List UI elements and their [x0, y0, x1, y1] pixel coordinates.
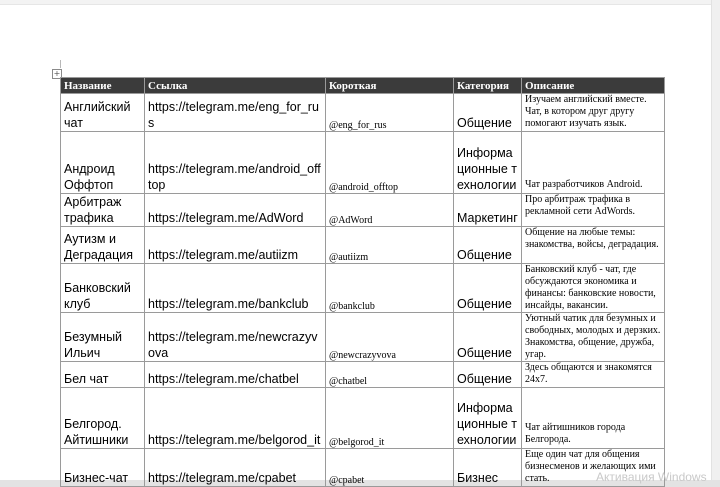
table-row [61, 313, 665, 362]
cell-category[interactable]: Информационные технологии [454, 388, 522, 449]
table-header-row [61, 78, 665, 94]
cell-description[interactable]: Здесь общаются и знакомятся 24x7. [522, 362, 665, 388]
cell-short[interactable]: @autiizm [326, 227, 454, 264]
cell-name[interactable]: Арбитраж трафика [61, 194, 145, 227]
table-row [61, 227, 665, 264]
table-row [61, 94, 665, 132]
cell-name[interactable]: Бизнес-чат [61, 449, 145, 487]
cell-link[interactable]: https://telegram.me/android_offtop [145, 132, 326, 194]
table-row [61, 362, 665, 388]
table-row [61, 194, 665, 227]
cell-category[interactable]: Общение [454, 313, 522, 362]
cell-link[interactable]: https://telegram.me/cpabet [145, 449, 326, 487]
table-row [61, 449, 665, 487]
cell-description[interactable]: Общение на любые темы: знакомства, войсы, деградация. [522, 227, 665, 264]
cell-description[interactable]: Банковский клуб - чат, где обсуждаются экономика и финансы: банковские новости, инсайды, вакансии. [522, 264, 665, 313]
cell-name[interactable]: Банковский клуб [61, 264, 145, 313]
cell-link[interactable]: https://telegram.me/chatbel [145, 362, 326, 388]
cell-category[interactable]: Бизнес [454, 449, 522, 487]
cell-name[interactable]: Андроид Оффтоп [61, 132, 145, 194]
header-name[interactable]: Название [61, 78, 145, 94]
windows-activation-watermark: Активация Windows [596, 470, 707, 484]
cell-link[interactable]: https://telegram.me/eng_for_rus [145, 94, 326, 132]
cell-link[interactable]: https://telegram.me/newcrazyvova [145, 313, 326, 362]
cell-description[interactable]: Чат разработчиков Android. [522, 132, 665, 194]
table-row [61, 388, 665, 449]
cell-short[interactable]: @AdWord [326, 194, 454, 227]
cell-description[interactable]: Про арбитраж трафика в рекламной сети AdWords. [522, 194, 665, 227]
table-row [61, 132, 665, 194]
cell-description[interactable]: Чат айтишников города Белгорода. [522, 388, 665, 449]
cell-category[interactable]: Общение [454, 362, 522, 388]
header-description[interactable]: Описание [522, 78, 665, 94]
cell-short[interactable]: @newcrazyvova [326, 313, 454, 362]
cell-link[interactable]: https://telegram.me/bankclub [145, 264, 326, 313]
cell-category[interactable]: Общение [454, 264, 522, 313]
cell-short[interactable]: @bankclub [326, 264, 454, 313]
cell-category[interactable]: Информационные технологии [454, 132, 522, 194]
crop-mark [60, 60, 61, 68]
cell-short[interactable]: @android_offtop [326, 132, 454, 194]
channels-table [60, 77, 665, 487]
cell-description[interactable]: Еще один чат для общения бизнесменов и желающих ими стать. [522, 449, 665, 487]
cell-name[interactable]: Безумный Ильич [61, 313, 145, 362]
cell-description[interactable]: Уютный чатик для безумных и свободных, молодых и дерзких. Знакомства, общение, дружба, угар. [522, 313, 665, 362]
header-category[interactable]: Категория [454, 78, 522, 94]
cell-category[interactable]: Общение [454, 227, 522, 264]
cell-link[interactable]: https://telegram.me/autiizm [145, 227, 326, 264]
cell-short[interactable]: @chatbel [326, 362, 454, 388]
header-short[interactable]: Короткая [326, 78, 454, 94]
cell-short[interactable]: @cpabet [326, 449, 454, 487]
cell-short[interactable]: @belgorod_it [326, 388, 454, 449]
cell-name[interactable]: Белгород. Айтишники [61, 388, 145, 449]
header-link[interactable]: Ссылка [145, 78, 326, 94]
cell-link[interactable]: https://telegram.me/belgorod_it [145, 388, 326, 449]
vertical-scrollbar[interactable] [711, 0, 720, 480]
cell-name[interactable]: Английский чат [61, 94, 145, 132]
cell-description[interactable]: Изучаем английский вместе. Чат, в котором друг другу помогают изучать язык. [522, 94, 665, 132]
cell-name[interactable]: Бел чат [61, 362, 145, 388]
cell-name[interactable]: Аутизм и Деградация [61, 227, 145, 264]
table-move-handle-icon[interactable]: + [53, 69, 61, 78]
cell-category[interactable]: Маркетинг [454, 194, 522, 227]
table-row [61, 264, 665, 313]
cell-link[interactable]: https://telegram.me/AdWord [145, 194, 326, 227]
cell-short[interactable]: @eng_for_rus [326, 94, 454, 132]
cell-category[interactable]: Общение [454, 94, 522, 132]
page-top-edge [0, 0, 712, 5]
